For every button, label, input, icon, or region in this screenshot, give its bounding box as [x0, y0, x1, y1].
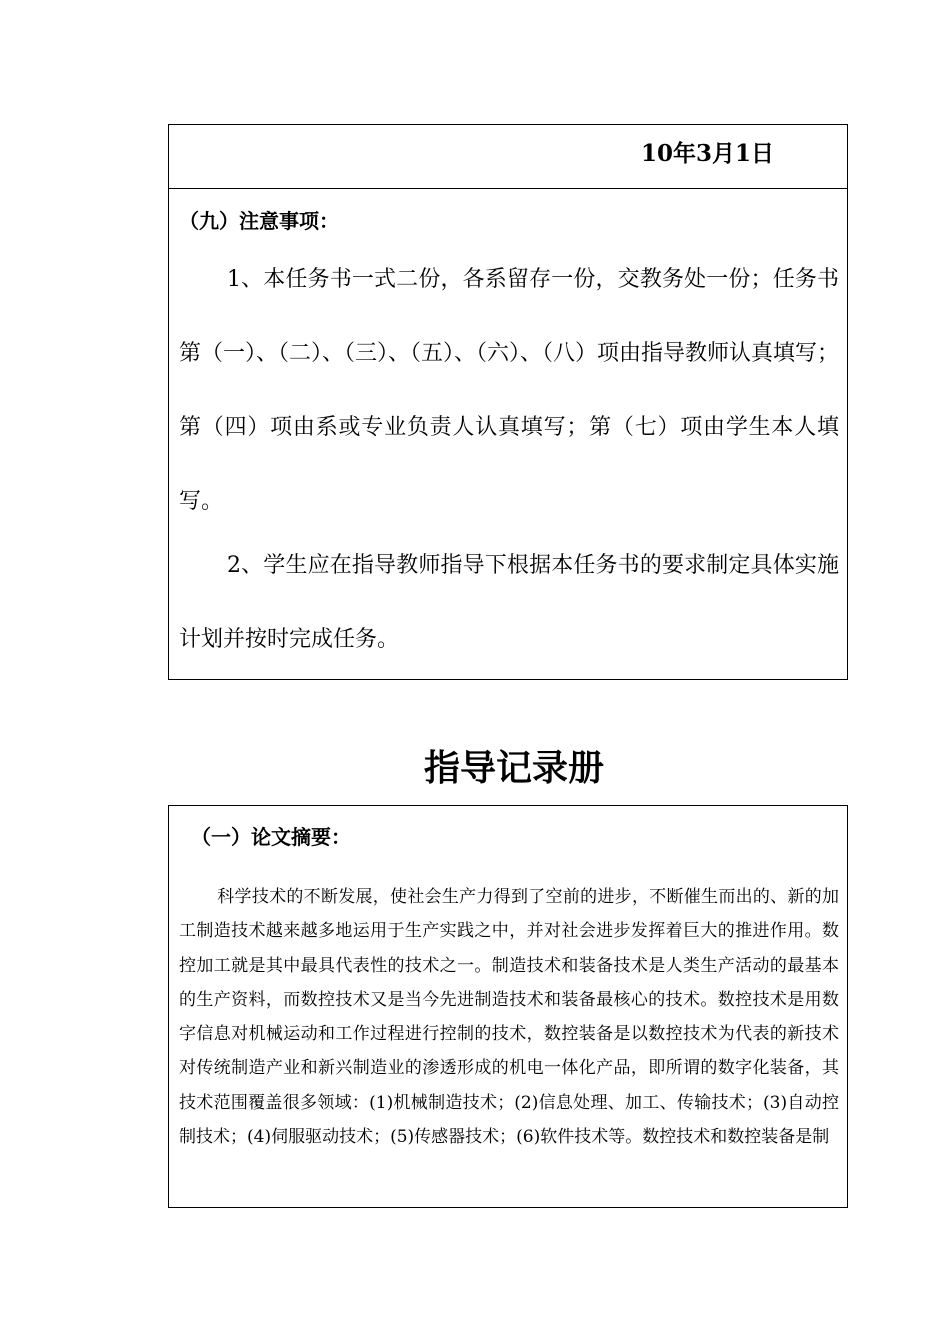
abstract-text: 科学技术的不断发展，使社会生产力得到了空前的进步，不断催生而出的、新的加工制造技术越来越多地运用于生产实践之中，并对社会进步发挥着巨大的推进作用。数控加工就是其中最具代表性的技术之一。制造技术和装备技术是人类生产活动的最基本的生产资料，而数控技术又是当今先进制造技术和装备最核心的技术。数控技术是用数字信息对机械运动和工作过程进行控制的技术，数控装备是以数控技术为代表的新技术对传统制造产业和新兴制造业的渗透形成的机电一体化产品，即所谓的数字化装备，其技术范围覆盖很多领域：(1)机械制造技术；(2)信息处理、加工、传输技术；(3)自动控制技术；(4)伺服驱动技术；(5)传感器技术；(6)软件技术等。数控技术和数控装备是制: [179, 887, 839, 1148]
note-item-2-text: 2、学生应在指导教师指导下根据本任务书的要求制定具体实施计划并按时完成任务。: [179, 553, 839, 652]
task-book-notes-table: [168, 124, 848, 680]
abstract-heading: （一）论文摘要：: [191, 825, 351, 849]
page-title: 指导记录册: [423, 748, 604, 789]
note-item-1: [179, 243, 839, 539]
note-item-2: [179, 529, 839, 677]
date-row: [169, 125, 847, 189]
abstract-body: [179, 880, 839, 1154]
abstract-table: [168, 805, 848, 1208]
date-text: 10年3月1日: [641, 140, 775, 167]
notes-heading: （九）注意事项：: [179, 209, 339, 233]
note-item-1-text: 1、本任务书一式二份，各系留存一份，交教务处一份；任务书第（一）、（二）、（三）、（五）、（六）、（八）项由指导教师认真填写；第（四）项由系或专业负责人认真填写；第（七）项由学生本人填写。: [179, 267, 840, 514]
